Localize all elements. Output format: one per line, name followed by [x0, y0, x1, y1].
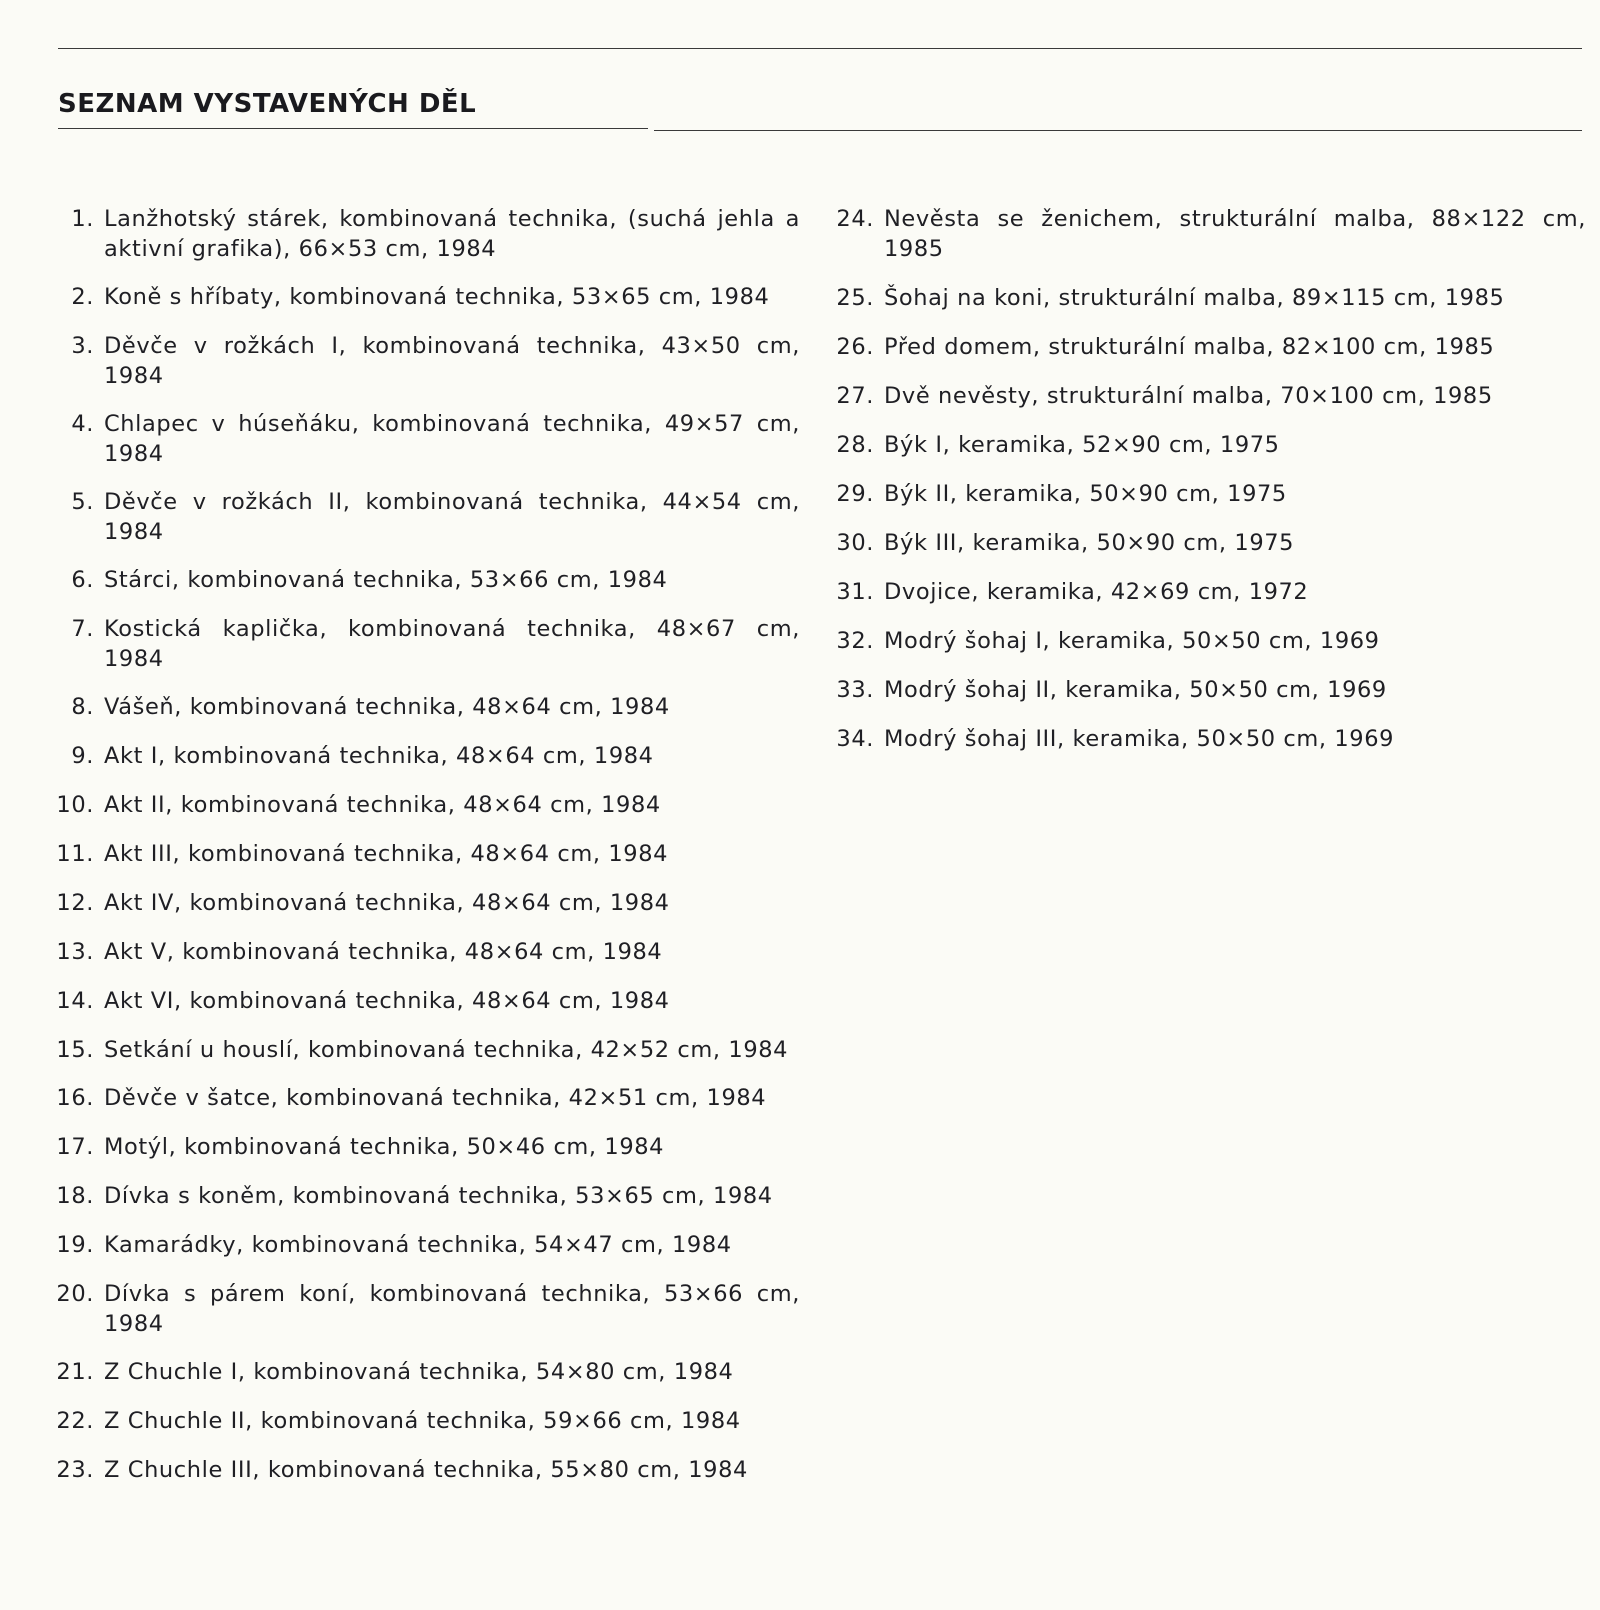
list-item: [830, 577, 1586, 607]
item-text: Kamarádky, kombinovaná technika, 54×47 cm, 1984: [104, 1232, 732, 1258]
item-text: Setkání u houslí, kombinovaná technika, 42×52 cm, 1984: [104, 1037, 789, 1063]
list-item: [830, 283, 1586, 313]
list-item: [830, 724, 1586, 754]
item-text: Modrý šohaj I, keramika, 50×50 cm, 1969: [884, 628, 1380, 654]
item-number: 16.: [56, 1085, 94, 1111]
item-text: Modrý šohaj II, keramika, 50×50 cm, 1969: [884, 677, 1387, 703]
item-number: 27.: [836, 383, 874, 409]
item-text: Před domem, strukturální malba, 82×100 cm, 1985: [884, 334, 1495, 360]
list-item: [52, 1455, 800, 1485]
item-number: 10.: [56, 792, 94, 818]
list-item: [52, 790, 800, 820]
item-text: Z Chuchle I, kombinovaná technika, 54×80 cm, 1984: [104, 1359, 734, 1385]
item-text: Děvče v šatce, kombinovaná technika, 42×51 cm, 1984: [104, 1085, 767, 1111]
heading-rule-right: [654, 130, 1582, 131]
item-text: Akt II, kombinovaná technika, 48×64 cm, 1984: [104, 792, 661, 818]
item-text: Děvče v rožkách II, kombinovaná technika, 44×54 cm, 1984: [104, 489, 800, 545]
top-rule: [58, 48, 1582, 49]
item-number: 12.: [56, 890, 94, 916]
item-number: 18.: [56, 1183, 94, 1209]
item-text: Lanžhotský stárek, kombinovaná technika, (suchá jehla a aktivní grafika), 66×53 cm, 1984: [104, 206, 800, 262]
list-item: [830, 675, 1586, 705]
list-item: [52, 839, 800, 869]
item-number: 13.: [56, 939, 94, 965]
list-item: [52, 614, 800, 674]
item-number: 1.: [71, 206, 94, 232]
item-text: Dvě nevěsty, strukturální malba, 70×100 cm, 1985: [884, 383, 1493, 409]
list-item: [830, 626, 1586, 656]
item-number: 6.: [71, 567, 94, 593]
item-text: Dívka s koněm, kombinovaná technika, 53×65 cm, 1984: [104, 1183, 773, 1209]
item-number: 31.: [836, 579, 874, 605]
item-text: Akt IV, kombinovaná technika, 48×64 cm, 1984: [104, 890, 670, 916]
item-number: 15.: [56, 1037, 94, 1063]
item-text: Motýl, kombinovaná technika, 50×46 cm, 1984: [104, 1134, 665, 1160]
item-text: Akt V, kombinovaná technika, 48×64 cm, 1984: [104, 939, 663, 965]
list-item: [52, 204, 800, 264]
item-number: 8.: [71, 694, 94, 720]
item-number: 17.: [56, 1134, 94, 1160]
list-item: [52, 409, 800, 469]
item-number: 21.: [56, 1359, 94, 1385]
item-text: Býk II, keramika, 50×90 cm, 1975: [884, 481, 1287, 507]
list-item: [52, 1181, 800, 1211]
item-text: Dívka s párem koní, kombinovaná technika, 53×66 cm, 1984: [104, 1281, 800, 1337]
list-item: [830, 479, 1586, 509]
item-text: Chlapec v húseňáku, kombinovaná technika, 49×57 cm, 1984: [104, 411, 800, 467]
item-number: 5.: [71, 489, 94, 515]
item-number: 25.: [836, 285, 874, 311]
list-item: [52, 487, 800, 547]
list-item: [830, 332, 1586, 362]
list-item: [52, 331, 800, 391]
list-item: [830, 204, 1586, 264]
item-text: Vášeň, kombinovaná technika, 48×64 cm, 1984: [104, 694, 670, 720]
item-text: Koně s hříbaty, kombinovaná technika, 53×65 cm, 1984: [104, 284, 770, 310]
item-number: 2.: [71, 284, 94, 310]
list-item: [52, 937, 800, 967]
item-text: Nevěsta se ženichem, strukturální malba, 88×122 cm, 1985: [884, 206, 1586, 262]
list-item: [52, 1035, 800, 1065]
item-number: 22.: [56, 1408, 94, 1434]
list-item: [52, 741, 800, 771]
item-text: Modrý šohaj III, keramika, 50×50 cm, 1969: [884, 726, 1395, 752]
list-item: [52, 1230, 800, 1260]
item-text: Dvojice, keramika, 42×69 cm, 1972: [884, 579, 1309, 605]
list-item: [52, 1083, 800, 1113]
item-number: 30.: [836, 530, 874, 556]
item-number: 29.: [836, 481, 874, 507]
item-number: 11.: [56, 841, 94, 867]
item-number: 14.: [56, 988, 94, 1014]
item-text: Z Chuchle II, kombinovaná technika, 59×66 cm, 1984: [104, 1408, 741, 1434]
list-item: [830, 430, 1586, 460]
list-item: [52, 1132, 800, 1162]
item-number: 28.: [836, 432, 874, 458]
item-number: 34.: [836, 726, 874, 752]
item-number: 26.: [836, 334, 874, 360]
item-text: Šohaj na koni, strukturální malba, 89×115 cm, 1985: [884, 285, 1505, 311]
item-text: Býk I, keramika, 52×90 cm, 1975: [884, 432, 1280, 458]
list-item: [52, 986, 800, 1016]
list-item: [830, 528, 1586, 558]
works-list-right: [830, 204, 1586, 773]
item-text: Akt I, kombinovaná technika, 48×64 cm, 1984: [104, 743, 654, 769]
item-text: Z Chuchle III, kombinovaná technika, 55×80 cm, 1984: [104, 1457, 748, 1483]
item-text: Akt III, kombinovaná technika, 48×64 cm, 1984: [104, 841, 669, 867]
works-list-left: [52, 204, 800, 1504]
item-number: 23.: [56, 1457, 94, 1483]
heading-rule-left: [58, 128, 648, 129]
item-text: Děvče v rožkách I, kombinovaná technika, 43×50 cm, 1984: [104, 333, 800, 389]
list-item: [52, 1406, 800, 1436]
item-number: 7.: [71, 616, 94, 642]
list-item: [52, 1357, 800, 1387]
item-text: Akt VI, kombinovaná technika, 48×64 cm, 1984: [104, 988, 670, 1014]
item-text: Kostická kaplička, kombinovaná technika, 48×67 cm, 1984: [104, 616, 800, 672]
item-text: Stárci, kombinovaná technika, 53×66 cm, 1984: [104, 567, 668, 593]
item-number: 4.: [71, 411, 94, 437]
list-item: [52, 888, 800, 918]
item-text: Býk III, keramika, 50×90 cm, 1975: [884, 530, 1295, 556]
item-number: 33.: [836, 677, 874, 703]
list-item: [52, 692, 800, 722]
page-title: SEZNAM VYSTAVENÝCH DĚL: [58, 89, 477, 120]
item-number: 19.: [56, 1232, 94, 1258]
item-number: 20.: [56, 1281, 94, 1307]
item-number: 32.: [836, 628, 874, 654]
item-number: 9.: [71, 743, 94, 769]
item-number: 24.: [836, 206, 874, 232]
list-item: [52, 565, 800, 595]
list-item: [52, 282, 800, 312]
list-item: [52, 1279, 800, 1339]
list-item: [830, 381, 1586, 411]
item-number: 3.: [71, 333, 94, 359]
